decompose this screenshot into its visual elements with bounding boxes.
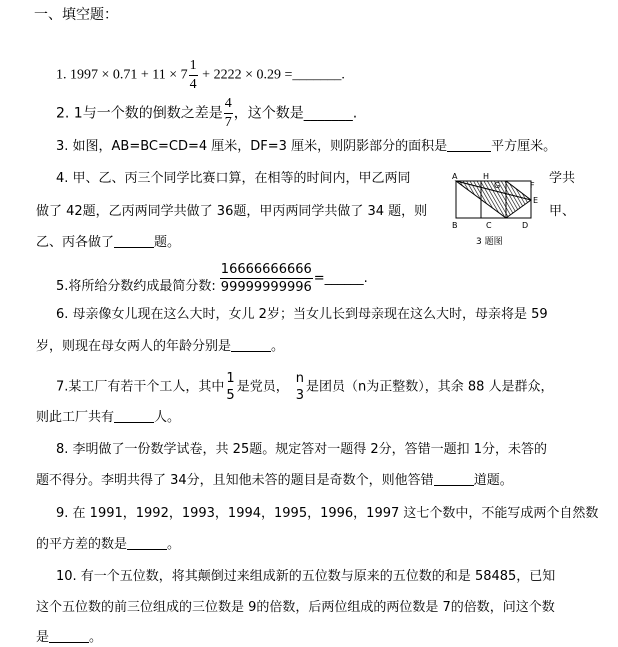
- q7-text-b: 是党员，: [236, 379, 289, 395]
- q7-text-a: 7.某工厂有若干个工人，其中: [56, 379, 225, 395]
- label-f: F: [530, 181, 535, 190]
- q5-fraction: [220, 263, 313, 294]
- question-2: [56, 97, 357, 130]
- q2-text-b: ，这个数是_______.: [233, 105, 358, 122]
- q10-text-l3b: 。: [89, 630, 103, 645]
- q10-answer-blank: [49, 641, 89, 643]
- q1-frac-num: 1: [189, 58, 197, 73]
- question-9-line-1: 9. 在 1991，1992，1993，1994，1995，1996，1997 这七个数中，不能写成两个自然数: [56, 506, 599, 521]
- q5-text-a: 5.将所给分数约成最简分数:: [56, 279, 216, 294]
- q7-f1-den: 5: [226, 388, 235, 403]
- question-9-line-2: [36, 538, 180, 551]
- q9-text-l2b: 。: [167, 537, 181, 552]
- q2-fraction: [224, 97, 233, 130]
- q7-answer-blank: [114, 421, 154, 423]
- question-6-line-2: [36, 340, 284, 353]
- q7-text-l2b: 人。: [154, 410, 181, 425]
- section-title: 一、填空题：: [34, 7, 118, 23]
- question-1: [56, 59, 345, 92]
- question-6-line-1: 6. 母亲像女儿现在这么大时，女儿 2岁；当女儿长到母亲现在这么大时，母亲将是 59: [56, 307, 548, 322]
- q1-fraction: [189, 59, 198, 92]
- q9-text-l2a: 的平方差的数是: [36, 537, 128, 552]
- q7-fraction-1: [225, 372, 235, 402]
- question-8-line-1: 8. 李明做了一份数学试卷，共 25题。规定答对一题得 2分，答错一题扣 1分，未答的: [56, 442, 548, 457]
- q6-text-l2a: 岁，则现在母女两人的年龄分别是: [36, 339, 232, 354]
- q1-text-b: + 2222 × 0.29 =_______.: [198, 67, 345, 83]
- question-5: [56, 263, 368, 294]
- q4-answer-blank: [114, 246, 154, 248]
- label-h: H: [483, 172, 490, 181]
- q2-frac-den: 7: [224, 115, 232, 130]
- question-4-line-1: 4. 甲、乙、丙三个同学比赛口算，在相等的时间内，甲乙两同: [56, 171, 411, 186]
- question-4-line-2: 做了 42题，乙丙两同学共做了 36题，甲丙两同学共做了 34 题，则: [36, 204, 428, 219]
- question-4-line-3: [36, 236, 180, 249]
- q7-text-l2a: 则此工厂共有: [36, 410, 115, 425]
- q6-answer-blank: [231, 350, 271, 352]
- q2-frac-num: 4: [224, 96, 232, 111]
- label-b: B: [452, 221, 458, 230]
- q4-text-l3b: 题。: [154, 235, 181, 250]
- q7-f2-num: n: [295, 371, 304, 386]
- q2-text-a: 2. 1与一个数的倒数之差是: [56, 105, 223, 122]
- figure-caption: 3 题图: [476, 237, 503, 247]
- q9-answer-blank: [127, 548, 167, 550]
- geometry-figure: [446, 170, 546, 250]
- q4-text-l3: 乙、丙各做了: [36, 235, 115, 250]
- label-e: E: [533, 196, 539, 205]
- question-10-line-3: [36, 631, 102, 644]
- question-10-line-2: 这个五位数的前三位组成的三位数是 9的倍数，后两位组成的两位数是 7的倍数，问这个数: [36, 600, 555, 615]
- q7-f2-den: 3: [295, 388, 304, 403]
- q10-text-l3a: 是: [36, 630, 50, 645]
- q3-text-b: 平方厘米。: [491, 139, 557, 154]
- q6-text-l2b: 。: [271, 339, 285, 354]
- question-7-line-1: [56, 372, 554, 402]
- question-4-line-1-end: 学共: [549, 171, 576, 186]
- q7-fraction-2: [295, 372, 305, 402]
- label-d: D: [522, 221, 529, 230]
- question-8-line-2: [36, 474, 513, 487]
- question-7-line-2: [36, 411, 180, 424]
- q7-f1-num: 1: [226, 371, 235, 386]
- q5-frac-den: 99999999996: [220, 280, 312, 295]
- q8-text-l2b: 道题。: [473, 473, 513, 488]
- q1-text-a: 1. 1997 × 0.71 + 11 × 7: [56, 67, 188, 83]
- question-4-line-2-end: 甲、: [549, 204, 576, 219]
- question-3: [56, 140, 556, 153]
- q1-frac-den: 4: [189, 77, 197, 92]
- label-c: C: [486, 221, 492, 230]
- q5-text-b: =______.: [313, 271, 368, 286]
- label-g: G: [494, 181, 501, 190]
- question-10-line-1: 10. 有一个五位数，将其颠倒过来组成新的五位数与原来的五位数的和是 58485，已知: [56, 569, 556, 584]
- q3-text-a: 3. 如图，AB=BC=CD=4 厘米，DF=3 厘米，则阴影部分的面积是: [56, 139, 448, 154]
- q7-text-c: 是团员（n为正整数），其余 88 人是群众，: [305, 379, 554, 395]
- q5-frac-num: 16666666666: [220, 262, 312, 277]
- q3-answer-blank: [447, 150, 491, 152]
- q8-answer-blank: [434, 484, 474, 486]
- q8-text-l2a: 题不得分。李明共得了 34分，且知他未答的题目是奇数个，则他答错: [36, 473, 434, 488]
- label-a: A: [452, 172, 458, 181]
